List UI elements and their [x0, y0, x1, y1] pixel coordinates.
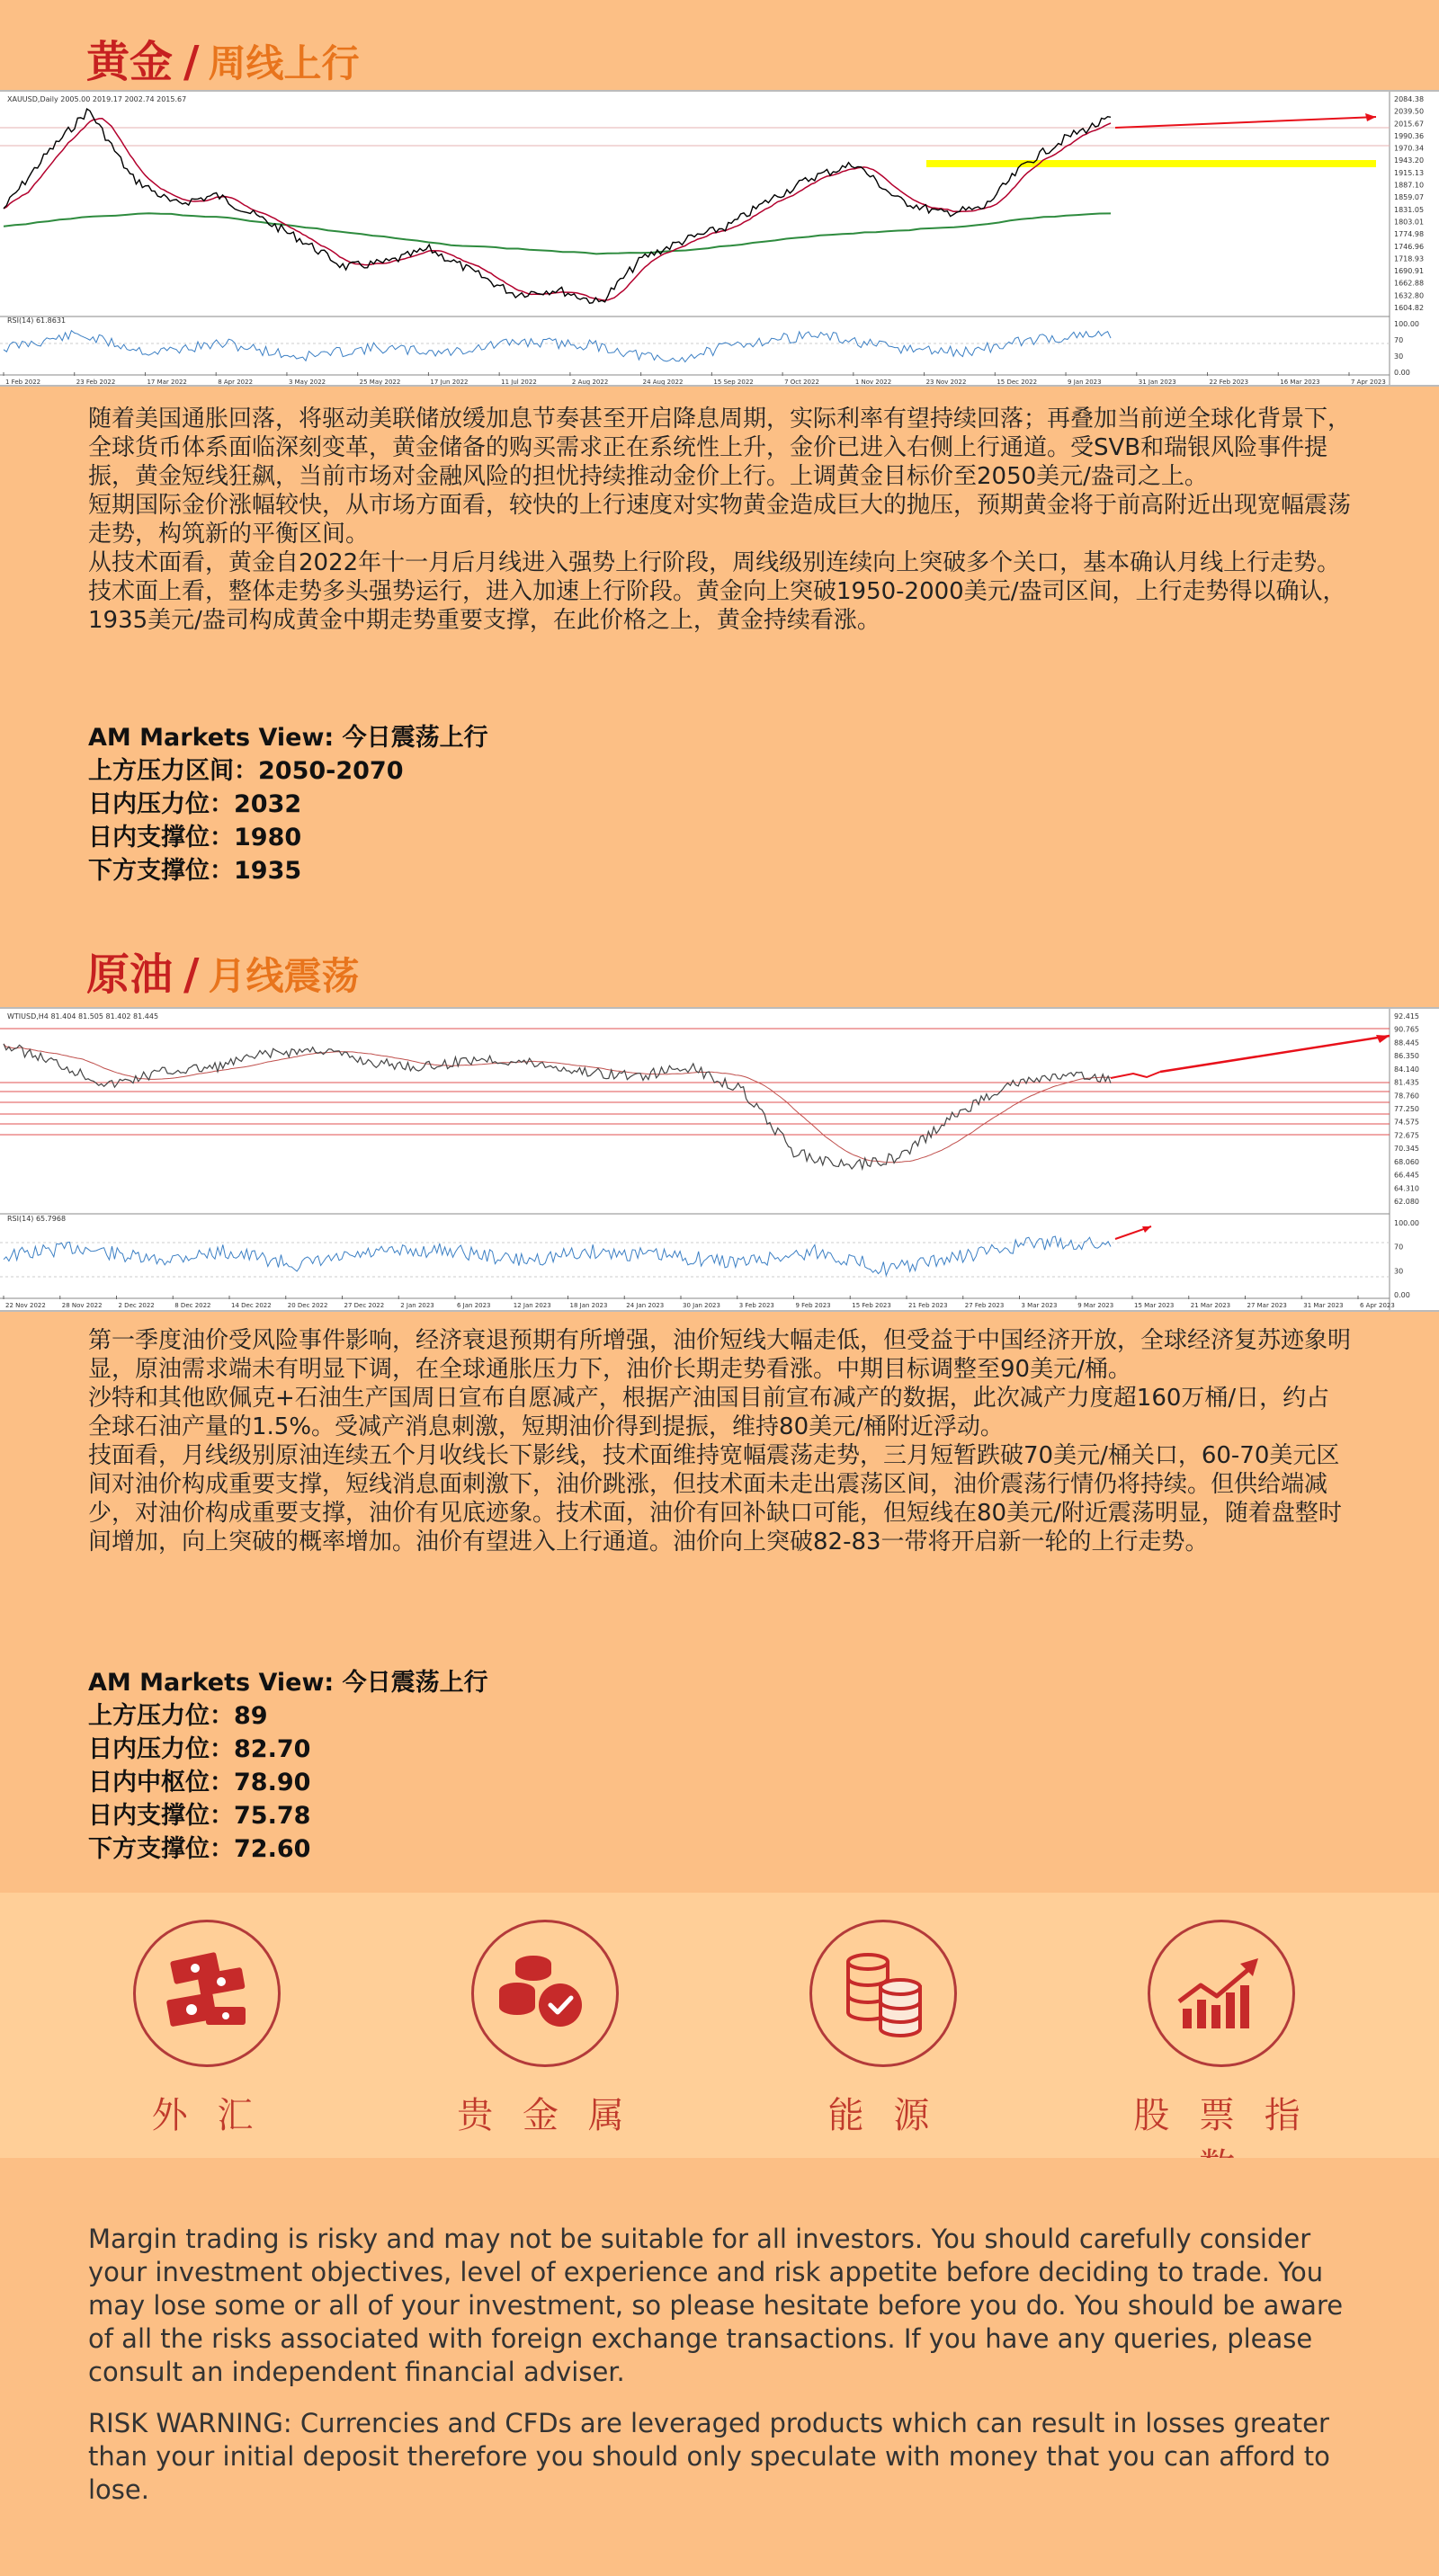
date-tick-label: 18 Jan 2023: [569, 1302, 608, 1309]
gold-price-tick: 1632.80: [1394, 291, 1425, 300]
gold-price-tick: 1718.93: [1394, 254, 1425, 263]
gold-chart: [0, 90, 1439, 387]
date-tick-label: 23 Nov 2022: [925, 379, 967, 385]
date-tick-label: 8 Apr 2022: [218, 379, 254, 385]
oil-price-tick: 72.675: [1394, 1131, 1419, 1140]
date-tick-label: 23 Feb 2022: [76, 379, 116, 385]
oil-price-tick: 86.350: [1394, 1052, 1419, 1061]
gold-price-tick: 1990.36: [1394, 131, 1425, 140]
trend-chart-icon: [1148, 1920, 1295, 2067]
date-tick-label: 2 Jan 2023: [400, 1302, 434, 1309]
date-tick-label: 22 Nov 2022: [5, 1302, 46, 1309]
gold-price-tick: 1915.13: [1394, 168, 1425, 177]
gold-price-tick: 2084.38: [1394, 95, 1425, 103]
date-tick-label: 3 Feb 2023: [738, 1302, 774, 1309]
oil-price-tick: 70.345: [1394, 1145, 1419, 1154]
oil-analysis: [88, 1326, 1352, 1556]
oil-price-tick: 88.445: [1394, 1038, 1419, 1047]
disclaimer-text: [88, 2223, 1356, 2525]
gold-target-line: [1115, 117, 1376, 128]
oil-rsi-tick: 70: [1394, 1243, 1404, 1252]
gold-rsi-line: [4, 331, 1111, 362]
gold-price-tick: 1859.07: [1394, 193, 1425, 202]
date-tick-label: 15 Feb 2023: [852, 1302, 891, 1309]
gold-paragraph: 从技术面看，黄金自2022年十一月后月线进入强势上行阶段，周线级别连续向上突破多个关口，基本确认月线上行走势。技术面上看，整体走势多头强势运行，进入加速上行阶段。黄金向上突破1950-2000美元/盎司区间，上行走势得以确认，1935美元/盎司构成黄金中期走势重要支撑，在此价格之上，黄金持续看涨。: [88, 549, 1346, 634]
gold-title: 黄金: [86, 37, 174, 87]
date-tick-label: 25 May 2022: [359, 379, 401, 385]
date-tick-label: 17 Mar 2022: [147, 379, 187, 385]
date-tick-label: 9 Jan 2023: [1068, 379, 1102, 385]
date-tick-label: 21 Feb 2023: [908, 1302, 948, 1309]
oil-chart-svg: [0, 1009, 1439, 1310]
date-tick-label: 27 Dec 2022: [344, 1302, 385, 1309]
oil-slash: /: [183, 949, 200, 1000]
gold-chart-svg: [0, 92, 1439, 385]
date-tick-label: 15 Mar 2023: [1134, 1302, 1175, 1309]
coins-check-icon: [471, 1920, 619, 2067]
gold-price-tick: 2015.67: [1394, 120, 1425, 129]
oil-price-tick: 90.765: [1394, 1025, 1419, 1034]
date-tick-label: 6 Apr 2023: [1360, 1302, 1395, 1309]
gold-rsi-tick: 30: [1394, 352, 1404, 361]
gold-price-tick: 1746.96: [1394, 242, 1425, 251]
risk-warning-paragraph: RISK WARNING: Currencies and CFDs are leveraged products which can result in losses greater than your initial deposit therefore you should only speculate with money that you can afford to lose.: [88, 2408, 1330, 2505]
gold-view-item: 上方压力区间：2050-2070: [88, 757, 404, 785]
date-tick-label: 28 Nov 2022: [61, 1302, 103, 1309]
oil-chart: [0, 1007, 1439, 1312]
oil-rsi-tick: 30: [1394, 1267, 1404, 1276]
gold-view-item: 日内支撑位：1980: [88, 824, 302, 851]
date-tick-label: 16 Mar 2023: [1280, 379, 1320, 385]
gold-rsi-tick: 0.00: [1394, 369, 1410, 377]
gold-resistance-zone: [926, 160, 1376, 167]
gold-price-tick: 1887.10: [1394, 181, 1425, 190]
date-tick-label: 1 Nov 2022: [854, 379, 892, 385]
date-tick-label: 2 Aug 2022: [571, 379, 609, 385]
disclaimer-section: [0, 2158, 1439, 2576]
date-tick-label: 8 Dec 2022: [174, 1302, 211, 1309]
oil-price-tick: 64.310: [1394, 1184, 1419, 1193]
oil-view-item: 上方压力位：89: [88, 1702, 268, 1730]
oil-chart-symbol-label: WTIUSD,H4 81.404 81.505 81.402 81.445: [7, 1012, 159, 1021]
oil-price-tick: 62.080: [1394, 1198, 1419, 1206]
oil-ma-line: [4, 1044, 1111, 1163]
oil-rsi-tick: 0.00: [1394, 1291, 1410, 1299]
date-tick-label: 12 Jan 2023: [513, 1302, 551, 1309]
category-precious-metals[interactable]: [428, 1920, 662, 2138]
oil-price-tick: 92.415: [1394, 1012, 1419, 1021]
oil-rsi-label: RSI(14) 65.7968: [7, 1215, 67, 1223]
oil-price-tick: 81.435: [1394, 1078, 1419, 1087]
oil-view-list: [88, 1666, 488, 1866]
date-tick-label: 7 Apr 2023: [1351, 379, 1386, 385]
gold-price-tick: 1970.34: [1394, 144, 1425, 153]
category-label: 外 汇: [151, 2095, 263, 2136]
category-label: 能 源: [827, 2095, 939, 2136]
date-tick-label: 11 Jul 2022: [501, 379, 537, 385]
oil-paragraph: 技面看，月线级别原油连续五个月收线长下影线，技术面维持宽幅震荡走势，三月短暂跌破70美元/桶关口，60-70美元区间对油价构成重要支撑，短线消息面刺激下，油价跳涨，但技术面未走出震荡区间，油价震荡行情仍将持续。但供给端减少，对油价构成重要支撑，油价有见底迹象。技术面，油价有回补缺口可能，但短线在80美元/附近震荡明显，随着盘整时间增加，向上突破的概率增加。油价有望进入上行通道。油价向上突破82-83一带将开启新一轮的上行走势。: [88, 1442, 1342, 1555]
oil-view-item: 下方支撑位：72.60: [88, 1835, 311, 1863]
date-tick-label: 27 Mar 2023: [1247, 1302, 1287, 1309]
date-tick-label: 3 May 2022: [288, 379, 326, 385]
oil-price-tick: 74.575: [1394, 1118, 1419, 1127]
category-bar: [0, 1893, 1439, 2158]
gold-target-arrow: [1365, 113, 1376, 121]
gold-chart-symbol-label: XAUUSD,Daily 2005.00 2019.17 2002.74 2015.67: [7, 95, 187, 103]
oil-heading: [86, 940, 360, 1002]
gold-price-tick: 1662.88: [1394, 279, 1425, 288]
money-stack-icon: [133, 1920, 281, 2067]
oil-view-item: 日内支撑位：75.78: [88, 1802, 311, 1830]
date-tick-label: 15 Sep 2022: [713, 379, 754, 385]
date-tick-label: 9 Feb 2023: [795, 1302, 831, 1309]
gold-price-tick: 1803.01: [1394, 218, 1425, 227]
date-tick-label: 3 Mar 2023: [1021, 1302, 1058, 1309]
gold-rsi-tick: 100.00: [1394, 320, 1419, 328]
date-tick-label: 27 Feb 2023: [964, 1302, 1005, 1309]
database-cylinders-icon: [809, 1920, 957, 2067]
gold-view-item: 日内压力位：2032: [88, 790, 302, 818]
date-tick-label: 6 Jan 2023: [457, 1302, 491, 1309]
gold-price-tick: 1831.05: [1394, 205, 1425, 214]
gold-view-item: 下方支撑位：1935: [88, 857, 302, 885]
gold-price-tick: 2039.50: [1394, 107, 1425, 116]
disclaimer-paragraph: Margin trading is risky and may not be suitable for all investors. You should carefully consider your investment objectives, level of experience and risk appetite before deciding to trade. You may lose some or all of your investment, so please hesitate before you do. You should be aware of all the risks associated with foreign exchange transactions. If you have any queries, please consult an independent financial adviser.: [88, 2224, 1344, 2387]
oil-paragraph: 第一季度油价受风险事件影响，经济衰退预期有所增强，油价短线大幅走低，但受益于中国经济开放，全球经济复苏迹象明显，原油需求端未有明显下调，在全球通胀压力下，油价长期走势看涨。中期目标调整至90美元/桶。: [88, 1327, 1352, 1383]
gold-section: [0, 0, 1439, 908]
date-tick-label: 22 Feb 2023: [1209, 379, 1249, 385]
gold-price-tick: 1774.98: [1394, 230, 1425, 239]
category-label: 贵 金 属: [457, 2095, 633, 2136]
oil-price-tick: 84.140: [1394, 1065, 1419, 1074]
oil-view-item: AM Markets View: 今日震荡上行: [88, 1669, 488, 1697]
date-tick-label: 17 Jun 2022: [430, 379, 469, 385]
oil-price-tick: 77.250: [1394, 1105, 1419, 1113]
gold-view-item: AM Markets View: 今日震荡上行: [88, 724, 488, 752]
date-tick-label: 21 Mar 2023: [1190, 1302, 1231, 1309]
category-forex[interactable]: [90, 1920, 324, 2138]
gold-slash: /: [183, 37, 200, 87]
oil-target-line: [1160, 1036, 1390, 1072]
gold-analysis: [88, 405, 1352, 635]
oil-section: [0, 908, 1439, 1893]
date-tick-label: 7 Oct 2022: [784, 379, 819, 385]
gold-rsi-label: RSI(14) 61.8631: [7, 316, 67, 325]
oil-price-tick: 66.445: [1394, 1171, 1419, 1180]
category-energy[interactable]: [766, 1920, 1000, 2138]
oil-paragraph: 沙特和其他欧佩克+石油生产国周日宣布自愿减产，根据产油国目前宣布减产的数据，此次减产力度超160万桶/日，约占全球石油产量的1.5%。受减产消息刺激，短期油价得到提振，维持80美元/桶附近浮动。: [88, 1385, 1330, 1440]
gold-view-list: [88, 721, 488, 887]
date-tick-label: 31 Mar 2023: [1303, 1302, 1344, 1309]
date-tick-label: 24 Aug 2022: [642, 379, 684, 385]
gold-subtitle: 周线上行: [208, 41, 360, 85]
gold-price-tick: 1690.91: [1394, 267, 1425, 276]
date-tick-label: 24 Jan 2023: [626, 1302, 665, 1309]
gold-heading: [86, 27, 360, 89]
oil-subtitle: 月线震荡: [208, 954, 360, 998]
oil-price-tick: 78.760: [1394, 1092, 1419, 1101]
oil-target-arrow: [1376, 1035, 1390, 1043]
oil-price-tick: 68.060: [1394, 1157, 1419, 1166]
gold-price-line: [4, 109, 1111, 303]
oil-view-item: 日内中枢位：78.90: [88, 1769, 311, 1796]
category-stock-indices[interactable]: [1104, 1920, 1338, 2189]
oil-rsi-tick: 100.00: [1394, 1219, 1419, 1227]
date-tick-label: 9 Mar 2023: [1077, 1302, 1114, 1309]
oil-title: 原油: [86, 949, 174, 1000]
gold-price-tick: 1604.82: [1394, 304, 1425, 312]
date-tick-label: 31 Jan 2023: [1138, 379, 1176, 385]
date-tick-label: 15 Dec 2022: [997, 379, 1038, 385]
gold-paragraph: 随着美国通胀回落，将驱动美联储放缓加息节奏甚至开启降息周期，实际利率有望持续回落；再叠加当前逆全球化背景下，全球货币体系面临深刻变革，黄金储备的购买需求正在系统性上升，金价已进入右侧上行通道。受SVB和瑞银风险事件提振，黄金短线狂飙，当前市场对金融风险的担忧持续推动金价上行。上调黄金目标价至2050美元/盎司之上。: [88, 406, 1352, 490]
gold-paragraph: 短期国际金价涨幅较快，从市场方面看，较快的上行速度对实物黄金造成巨大的抛压，预期黄金将于前高附近出现宽幅震荡走势，构筑新的平衡区间。: [88, 492, 1352, 548]
gold-price-tick: 1943.20: [1394, 156, 1425, 165]
date-tick-label: 14 Dec 2022: [231, 1302, 272, 1309]
date-tick-label: 2 Dec 2022: [118, 1302, 155, 1309]
date-tick-label: 1 Feb 2022: [5, 379, 41, 385]
date-tick-label: 30 Jan 2023: [683, 1302, 720, 1309]
date-tick-label: 20 Dec 2022: [287, 1302, 328, 1309]
category-label: 股 票 指: [1133, 2095, 1309, 2136]
oil-view-item: 日内压力位：82.70: [88, 1735, 311, 1763]
gold-ma-slow-line: [4, 213, 1111, 254]
gold-rsi-tick: 70: [1394, 336, 1404, 344]
